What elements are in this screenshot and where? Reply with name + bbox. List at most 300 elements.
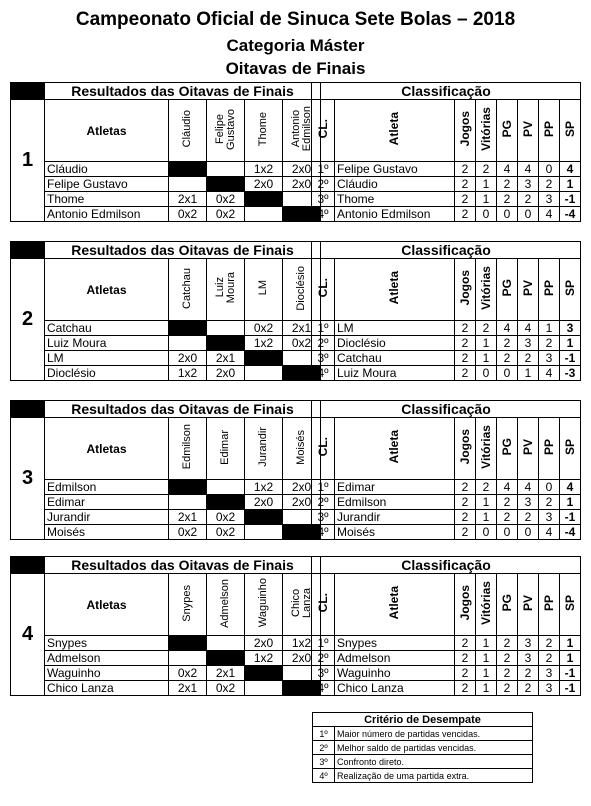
stat-value: 1 [476, 636, 497, 651]
stat-value: 1 [560, 495, 581, 510]
stat-value: 4 [518, 162, 539, 177]
athlete-header [335, 574, 455, 636]
row-athlete-name: Catchau [45, 321, 169, 336]
classification-title: Classificação [312, 557, 581, 574]
stat-header-label: PG [499, 438, 514, 456]
cl-header [312, 259, 335, 321]
standing-athlete: Edimar [335, 480, 455, 495]
stat-value: 0 [539, 162, 560, 177]
standing-position: 1º [312, 321, 335, 336]
table-row [312, 177, 581, 192]
score-cell: 0x2 [283, 336, 321, 351]
stat-value: 2 [455, 525, 476, 540]
stat-header [497, 100, 518, 162]
classification-table-group-3 [311, 400, 581, 540]
standing-athlete: Luiz Moura [335, 366, 455, 381]
empty-cell [169, 651, 207, 666]
stat-value: 3 [518, 336, 539, 351]
empty-cell [245, 207, 283, 222]
stat-header [455, 574, 476, 636]
table-row [312, 207, 581, 222]
athlete-header-label: Atleta [387, 586, 401, 620]
stat-value: 4 [539, 525, 560, 540]
cl-header-label: CL. [315, 119, 330, 139]
table-row [312, 651, 581, 666]
table-row [312, 336, 581, 351]
stat-value: 2 [455, 336, 476, 351]
column-athlete-header [245, 574, 283, 636]
stat-value: 2 [455, 651, 476, 666]
empty-cell [245, 525, 283, 540]
table-row [11, 177, 321, 192]
row-athlete-name: Antonio Edmilson [45, 207, 169, 222]
column-athlete-header [245, 100, 283, 162]
table-row [312, 510, 581, 525]
column-athlete-name: Catchau [181, 267, 193, 309]
standing-position: 4º [312, 525, 335, 540]
stat-value: 3 [560, 321, 581, 336]
stat-value: 1 [560, 177, 581, 192]
stat-value: 1 [539, 321, 560, 336]
score-cell: 2x0 [283, 162, 321, 177]
stat-header [518, 574, 539, 636]
stat-header [455, 259, 476, 321]
standing-athlete: Cláudio [335, 177, 455, 192]
stat-value: 4 [497, 321, 518, 336]
stat-value: 2 [476, 321, 497, 336]
stat-value: 3 [518, 495, 539, 510]
standing-athlete: LM [335, 321, 455, 336]
stat-value: 2 [455, 480, 476, 495]
empty-cell [245, 681, 283, 696]
stat-header [497, 574, 518, 636]
stat-value: 2 [539, 336, 560, 351]
stat-value: 4 [497, 480, 518, 495]
stat-header [476, 259, 497, 321]
standing-position: 1º [312, 636, 335, 651]
score-cell: 2x0 [169, 351, 207, 366]
standing-position: 4º [312, 207, 335, 222]
stat-value: 2 [455, 177, 476, 192]
standing-position: 3º [312, 510, 335, 525]
row-athlete-name: Snypes [45, 636, 169, 651]
score-cell: 2x0 [283, 495, 321, 510]
standing-athlete: Thome [335, 192, 455, 207]
stat-value: 1 [560, 636, 581, 651]
criteria-text: Confronto direto. [335, 755, 533, 769]
stat-value: 2 [497, 651, 518, 666]
stat-value: 4 [539, 207, 560, 222]
stat-value: 4 [518, 480, 539, 495]
stat-value: 2 [455, 510, 476, 525]
standing-position: 1º [312, 480, 335, 495]
column-athlete-header [169, 574, 207, 636]
table-row [312, 495, 581, 510]
self-match-cell [207, 495, 245, 510]
stat-value: 1 [518, 366, 539, 381]
title-spacer [11, 242, 45, 259]
stat-header-label: SP [562, 279, 577, 296]
table-row [11, 480, 321, 495]
stat-value: 4 [497, 162, 518, 177]
standing-position: 4º [312, 681, 335, 696]
empty-cell [245, 366, 283, 381]
score-cell: 2x0 [283, 480, 321, 495]
stat-value: 2 [476, 480, 497, 495]
cl-header [312, 418, 335, 480]
stat-value: 1 [476, 651, 497, 666]
athletes-header: Atletas [45, 259, 169, 321]
stat-value: 2 [497, 192, 518, 207]
stat-value: 0 [476, 525, 497, 540]
criteria-text: Realização de uma partida extra. [335, 769, 533, 783]
stat-header [518, 100, 539, 162]
column-athlete-name: LM [257, 280, 269, 296]
score-cell: 1x2 [245, 651, 283, 666]
row-athlete-name: Dioclésio [45, 366, 169, 381]
cl-header [312, 100, 335, 162]
score-cell: 2x0 [245, 636, 283, 651]
stat-value: 2 [539, 177, 560, 192]
stat-value: -1 [560, 192, 581, 207]
stat-value: 2 [497, 495, 518, 510]
stat-header-label: Jogos [457, 585, 472, 621]
stat-value: 4 [560, 162, 581, 177]
cl-header-label: CL. [315, 278, 330, 298]
column-athlete-name: Snypes [181, 584, 193, 622]
row-athlete-name: LM [45, 351, 169, 366]
stat-header-label: PV [520, 594, 535, 611]
stat-header [560, 418, 581, 480]
stat-header-label: PG [499, 120, 514, 138]
row-athlete-name: Thome [45, 192, 169, 207]
stat-value: 2 [497, 177, 518, 192]
self-match-cell [169, 321, 207, 336]
stat-value: 1 [476, 177, 497, 192]
score-cell: 0x2 [245, 321, 283, 336]
stat-header [497, 259, 518, 321]
results-table-group-3 [10, 400, 321, 540]
stat-value: 2 [455, 207, 476, 222]
stat-header-label: Jogos [457, 429, 472, 465]
classification-table-group-4 [311, 556, 581, 696]
table-row [312, 162, 581, 177]
stat-header-label: SP [562, 120, 577, 137]
column-athlete-name: Antonio Edmilson [289, 106, 313, 152]
self-match-cell [245, 351, 283, 366]
table-row [312, 321, 581, 336]
stat-header-label: Vitórias [478, 581, 493, 625]
table-row [11, 525, 321, 540]
score-cell: 2x0 [283, 177, 321, 192]
score-cell: 0x2 [207, 510, 245, 525]
athlete-header-label: Atleta [387, 271, 401, 305]
results-title: Resultados das Oitavas de Finais [45, 83, 321, 100]
standing-position: 3º [312, 666, 335, 681]
stat-value: 2 [497, 636, 518, 651]
column-athlete-header [169, 259, 207, 321]
results-table-group-1 [10, 82, 321, 222]
table-row [312, 681, 581, 696]
empty-cell [207, 162, 245, 177]
stat-value: 4 [539, 366, 560, 381]
title-spacer [11, 557, 45, 574]
self-match-cell [169, 480, 207, 495]
score-cell: 1x2 [283, 636, 321, 651]
empty-cell [207, 480, 245, 495]
athlete-header [335, 259, 455, 321]
stat-header [539, 574, 560, 636]
table-row [312, 480, 581, 495]
score-cell: 0x2 [207, 525, 245, 540]
stat-header-label: SP [562, 594, 577, 611]
standing-position: 3º [312, 351, 335, 366]
results-title: Resultados das Oitavas de Finais [45, 401, 321, 418]
category-subtitle: Categoria Máster [226, 36, 365, 55]
row-athlete-name: Admelson [45, 651, 169, 666]
stat-value: 3 [518, 177, 539, 192]
score-cell: 0x2 [207, 681, 245, 696]
score-cell: 0x2 [169, 525, 207, 540]
column-athlete-name: Edmilson [181, 424, 193, 470]
stat-value: 0 [497, 366, 518, 381]
athlete-header-label: Atleta [387, 112, 401, 146]
table-row [11, 681, 321, 696]
group-number: 1 [11, 100, 45, 222]
stat-value: 1 [476, 666, 497, 681]
score-cell: 2x0 [245, 177, 283, 192]
stat-value: 2 [455, 495, 476, 510]
results-table-group-2 [10, 241, 321, 381]
stat-header-label: PP [541, 279, 556, 296]
stat-value: 0 [539, 480, 560, 495]
column-athlete-header [207, 100, 245, 162]
table-row [312, 666, 581, 681]
athlete-header [335, 100, 455, 162]
table-row [312, 636, 581, 651]
stat-value: 2 [497, 681, 518, 696]
phase-subtitle: Oitavas de Finais [225, 59, 366, 78]
column-athlete-name: Chico Lanza [289, 588, 313, 618]
standing-athlete: Catchau [335, 351, 455, 366]
criteria-title: Critério de Desempate [313, 713, 533, 727]
score-cell: 2x1 [283, 321, 321, 336]
table-row [11, 366, 321, 381]
results-title: Resultados das Oitavas de Finais [45, 242, 321, 259]
standing-athlete: Dioclésio [335, 336, 455, 351]
column-athlete-header [169, 418, 207, 480]
stat-value: 1 [476, 510, 497, 525]
stat-header-label: PV [520, 120, 535, 137]
column-athlete-header [245, 259, 283, 321]
stat-value: 3 [539, 351, 560, 366]
column-athlete-name: Luiz Moura [213, 272, 237, 304]
stat-value: 2 [539, 495, 560, 510]
row-athlete-name: Cláudio [45, 162, 169, 177]
stat-value: 2 [497, 336, 518, 351]
empty-cell [169, 177, 207, 192]
standing-position: 1º [312, 162, 335, 177]
score-cell: 2x0 [207, 366, 245, 381]
stat-value: 0 [518, 525, 539, 540]
stat-header-label: Vitórias [478, 266, 493, 310]
table-row [312, 366, 581, 381]
self-match-cell [169, 162, 207, 177]
stat-header [539, 100, 560, 162]
stat-value: 2 [518, 666, 539, 681]
table-row [11, 666, 321, 681]
stat-value: 1 [476, 336, 497, 351]
stat-header-label: PP [541, 438, 556, 455]
stat-header [539, 259, 560, 321]
group-number: 3 [11, 418, 45, 540]
stat-header [476, 574, 497, 636]
table-row [11, 192, 321, 207]
stat-value: 0 [518, 207, 539, 222]
table-row [11, 336, 321, 351]
stat-header-label: Vitórias [478, 425, 493, 469]
score-cell: 0x2 [169, 666, 207, 681]
score-cell: 0x2 [207, 192, 245, 207]
column-athlete-name: Moisés [295, 429, 307, 465]
column-athlete-header [245, 418, 283, 480]
stat-header-label: PV [520, 438, 535, 455]
stat-value: 3 [539, 510, 560, 525]
stat-value: 2 [518, 351, 539, 366]
self-match-cell [207, 651, 245, 666]
criteria-pos: 3º [313, 755, 335, 769]
score-cell: 0x2 [169, 207, 207, 222]
stat-header [476, 100, 497, 162]
standing-position: 2º [312, 495, 335, 510]
stat-value: 3 [539, 192, 560, 207]
stat-header-label: PP [541, 594, 556, 611]
score-cell: 2x0 [245, 495, 283, 510]
stat-value: 2 [497, 351, 518, 366]
stat-header [497, 418, 518, 480]
stat-value: 1 [476, 351, 497, 366]
stat-value: 0 [497, 525, 518, 540]
stat-value: 4 [560, 480, 581, 495]
stat-value: 0 [476, 366, 497, 381]
standing-position: 3º [312, 192, 335, 207]
table-row [11, 495, 321, 510]
column-athlete-name: Thome [257, 111, 269, 147]
group-number: 4 [11, 574, 45, 696]
column-athlete-name: Cláudio [181, 110, 193, 148]
stat-value: -3 [560, 366, 581, 381]
stat-value: 3 [539, 666, 560, 681]
classification-title: Classificação [312, 401, 581, 418]
stat-header [560, 574, 581, 636]
table-row [312, 192, 581, 207]
table-row [11, 162, 321, 177]
cl-header-label: CL. [315, 437, 330, 457]
page-title: Campeonato Oficial de Sinuca Sete Bolas – 2018 [75, 9, 516, 30]
stat-header-label: Jogos [457, 111, 472, 147]
score-cell: 1x2 [245, 480, 283, 495]
classification-table-group-1 [311, 82, 581, 222]
cl-header [312, 574, 335, 636]
standing-athlete: Edmilson [335, 495, 455, 510]
stat-header-label: SP [562, 438, 577, 455]
criteria-text: Maior número de partidas vencidas. [335, 727, 533, 741]
column-athlete-name: Jurandir [257, 427, 269, 467]
stat-value: 2 [497, 666, 518, 681]
stat-value: -1 [560, 681, 581, 696]
stat-value: 2 [455, 636, 476, 651]
table-row [11, 207, 321, 222]
stat-value: 2 [455, 666, 476, 681]
score-cell: 1x2 [169, 366, 207, 381]
row-athlete-name: Moisés [45, 525, 169, 540]
self-match-cell [245, 666, 283, 681]
score-cell: 2x1 [207, 351, 245, 366]
title-spacer [11, 83, 45, 100]
criteria-pos: 4º [313, 769, 335, 783]
stat-header-label: Vitórias [478, 107, 493, 151]
tiebreak-criteria-table [312, 712, 533, 783]
self-match-cell [207, 336, 245, 351]
score-cell: 2x1 [169, 510, 207, 525]
athlete-header [335, 418, 455, 480]
stat-value: 3 [518, 636, 539, 651]
score-cell: 2x1 [169, 681, 207, 696]
stat-value: 2 [455, 321, 476, 336]
stat-value: 2 [539, 651, 560, 666]
title-spacer [11, 401, 45, 418]
score-cell: 1x2 [245, 336, 283, 351]
stat-header [455, 100, 476, 162]
column-athlete-name: Felipe Gustavo [213, 108, 237, 150]
stat-value: -1 [560, 666, 581, 681]
athletes-header: Atletas [45, 100, 169, 162]
stat-header [455, 418, 476, 480]
row-athlete-name: Jurandir [45, 510, 169, 525]
row-athlete-name: Edmilson [45, 480, 169, 495]
stat-value: 2 [455, 162, 476, 177]
stat-value: 2 [455, 192, 476, 207]
stat-value: 2 [518, 681, 539, 696]
results-table-group-4 [10, 556, 321, 696]
stat-value: 2 [455, 366, 476, 381]
stat-value: -4 [560, 525, 581, 540]
empty-cell [207, 321, 245, 336]
stat-value: 0 [497, 207, 518, 222]
group-number: 2 [11, 259, 45, 381]
cl-header-label: CL. [315, 593, 330, 613]
standing-athlete: Antonio Edmilson [335, 207, 455, 222]
stat-value: -4 [560, 207, 581, 222]
standing-athlete: Chico Lanza [335, 681, 455, 696]
standing-athlete: Moisés [335, 525, 455, 540]
score-cell: 1x2 [245, 162, 283, 177]
stat-header [518, 418, 539, 480]
self-match-cell [207, 177, 245, 192]
stat-value: 2 [455, 681, 476, 696]
row-athlete-name: Waguinho [45, 666, 169, 681]
stat-header-label: PP [541, 120, 556, 137]
stat-header [560, 100, 581, 162]
athletes-header: Atletas [45, 574, 169, 636]
stat-header [539, 418, 560, 480]
stat-header-label: PG [499, 594, 514, 612]
row-athlete-name: Chico Lanza [45, 681, 169, 696]
column-athlete-header [207, 574, 245, 636]
score-cell: 0x2 [207, 207, 245, 222]
stat-value: 2 [476, 162, 497, 177]
score-cell: 2x1 [169, 192, 207, 207]
